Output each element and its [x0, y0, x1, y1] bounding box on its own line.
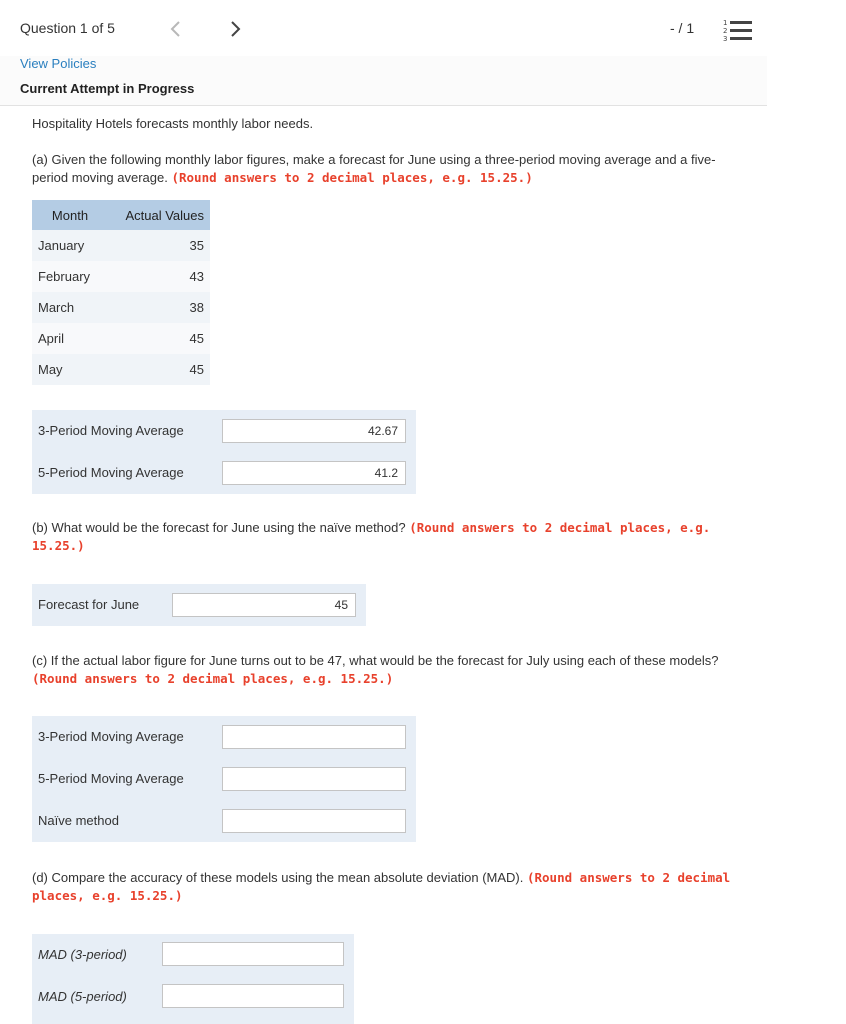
part-b-text: [32, 519, 710, 555]
previous-question-button[interactable]: [165, 16, 187, 42]
part-c-naive-label: Naïve method: [38, 813, 119, 828]
question-header: [0, 0, 846, 56]
part-a-5period-input[interactable]: 41.2: [222, 461, 406, 485]
part-d-round-note: (Round answers to 2 decimal: [526, 870, 731, 885]
svg-text:1: 1: [723, 19, 728, 27]
view-policies-link[interactable]: View Policies: [20, 56, 97, 71]
month-cell: April: [32, 323, 102, 354]
part-a-5period-label: 5-Period Moving Average: [38, 465, 184, 480]
part-a-text: [32, 151, 716, 187]
labor-table: [32, 200, 210, 385]
attempt-bar: [0, 56, 767, 106]
part-d-question: (d) Compare the accuracy of these models using the mean absolute deviation (MAD).: [32, 870, 524, 885]
mad-3period-input[interactable]: [162, 942, 344, 966]
part-c-question: (c) If the actual labor figure for June turns out to be 47, what would be the forecast for July using each of these models?: [32, 653, 719, 668]
part-a-answer-box: [32, 410, 416, 494]
chevron-left-icon: [165, 16, 187, 42]
chevron-right-icon: [224, 16, 246, 42]
month-column-header: Month: [32, 200, 102, 230]
part-d-text: [32, 869, 730, 905]
part-d-round-note-cont: places, e.g. 15.25.): [32, 888, 183, 903]
part-c-3period-label: 3-Period Moving Average: [38, 729, 184, 744]
part-b-question: (b) What would be the forecast for June using the naïve method?: [32, 520, 406, 535]
mad-5period-input[interactable]: [162, 984, 344, 1008]
question-counter: Question 1 of 5: [20, 20, 115, 36]
forecast-june-input[interactable]: 45: [172, 593, 356, 617]
part-a-round-note: (Round answers to 2 decimal places, e.g. 15.25.): [171, 170, 533, 185]
question-intro: Hospitality Hotels forecasts monthly labor needs.: [32, 116, 314, 131]
question-score: - / 1: [670, 20, 695, 36]
svg-text:3: 3: [723, 35, 728, 43]
part-c-5period-label: 5-Period Moving Average: [38, 771, 184, 786]
month-cell: February: [32, 261, 102, 292]
part-a-line2: period moving average.: [32, 170, 168, 185]
part-a-line1: (a) Given the following monthly labor figures, make a forecast for June using a three-period moving average and a five-: [32, 152, 716, 167]
table-row: [32, 292, 210, 323]
table-row: [32, 354, 210, 385]
value-cell: 43: [102, 261, 210, 292]
value-cell: 35: [102, 230, 210, 261]
mad-5period-label: MAD (5-period): [38, 989, 127, 1004]
mad-3period-label: MAD (3-period): [38, 947, 127, 962]
part-c-naive-input[interactable]: [222, 809, 406, 833]
part-c-text: [32, 652, 719, 688]
table-row: [32, 230, 210, 261]
part-a-3period-input[interactable]: 42.67: [222, 419, 406, 443]
part-b-answer-box: [32, 584, 366, 626]
part-d-answer-box: [32, 934, 354, 1024]
values-column-header: Actual Values: [102, 200, 210, 230]
part-b-round-note-cont: 15.25.): [32, 538, 85, 553]
part-a-3period-label: 3-Period Moving Average: [38, 423, 184, 438]
month-cell: March: [32, 292, 102, 323]
value-cell: 38: [102, 292, 210, 323]
month-cell: January: [32, 230, 102, 261]
question-list-button[interactable]: [722, 16, 754, 44]
part-c-5period-input[interactable]: [222, 767, 406, 791]
part-c-3period-input[interactable]: [222, 725, 406, 749]
attempt-status: Current Attempt in Progress: [20, 81, 195, 96]
month-cell: May: [32, 354, 102, 385]
value-cell: 45: [102, 354, 210, 385]
value-cell: 45: [102, 323, 210, 354]
table-row: [32, 261, 210, 292]
table-row: [32, 323, 210, 354]
numbered-list-icon: [722, 16, 754, 44]
next-question-button[interactable]: [224, 16, 246, 42]
part-c-answer-box: [32, 716, 416, 842]
part-c-round-note: (Round answers to 2 decimal places, e.g. 15.25.): [32, 671, 394, 686]
part-b-round-note: (Round answers to 2 decimal places, e.g.: [409, 520, 711, 535]
forecast-june-label: Forecast for June: [38, 597, 140, 612]
svg-text:2: 2: [723, 27, 728, 35]
question-content: [0, 106, 846, 1024]
